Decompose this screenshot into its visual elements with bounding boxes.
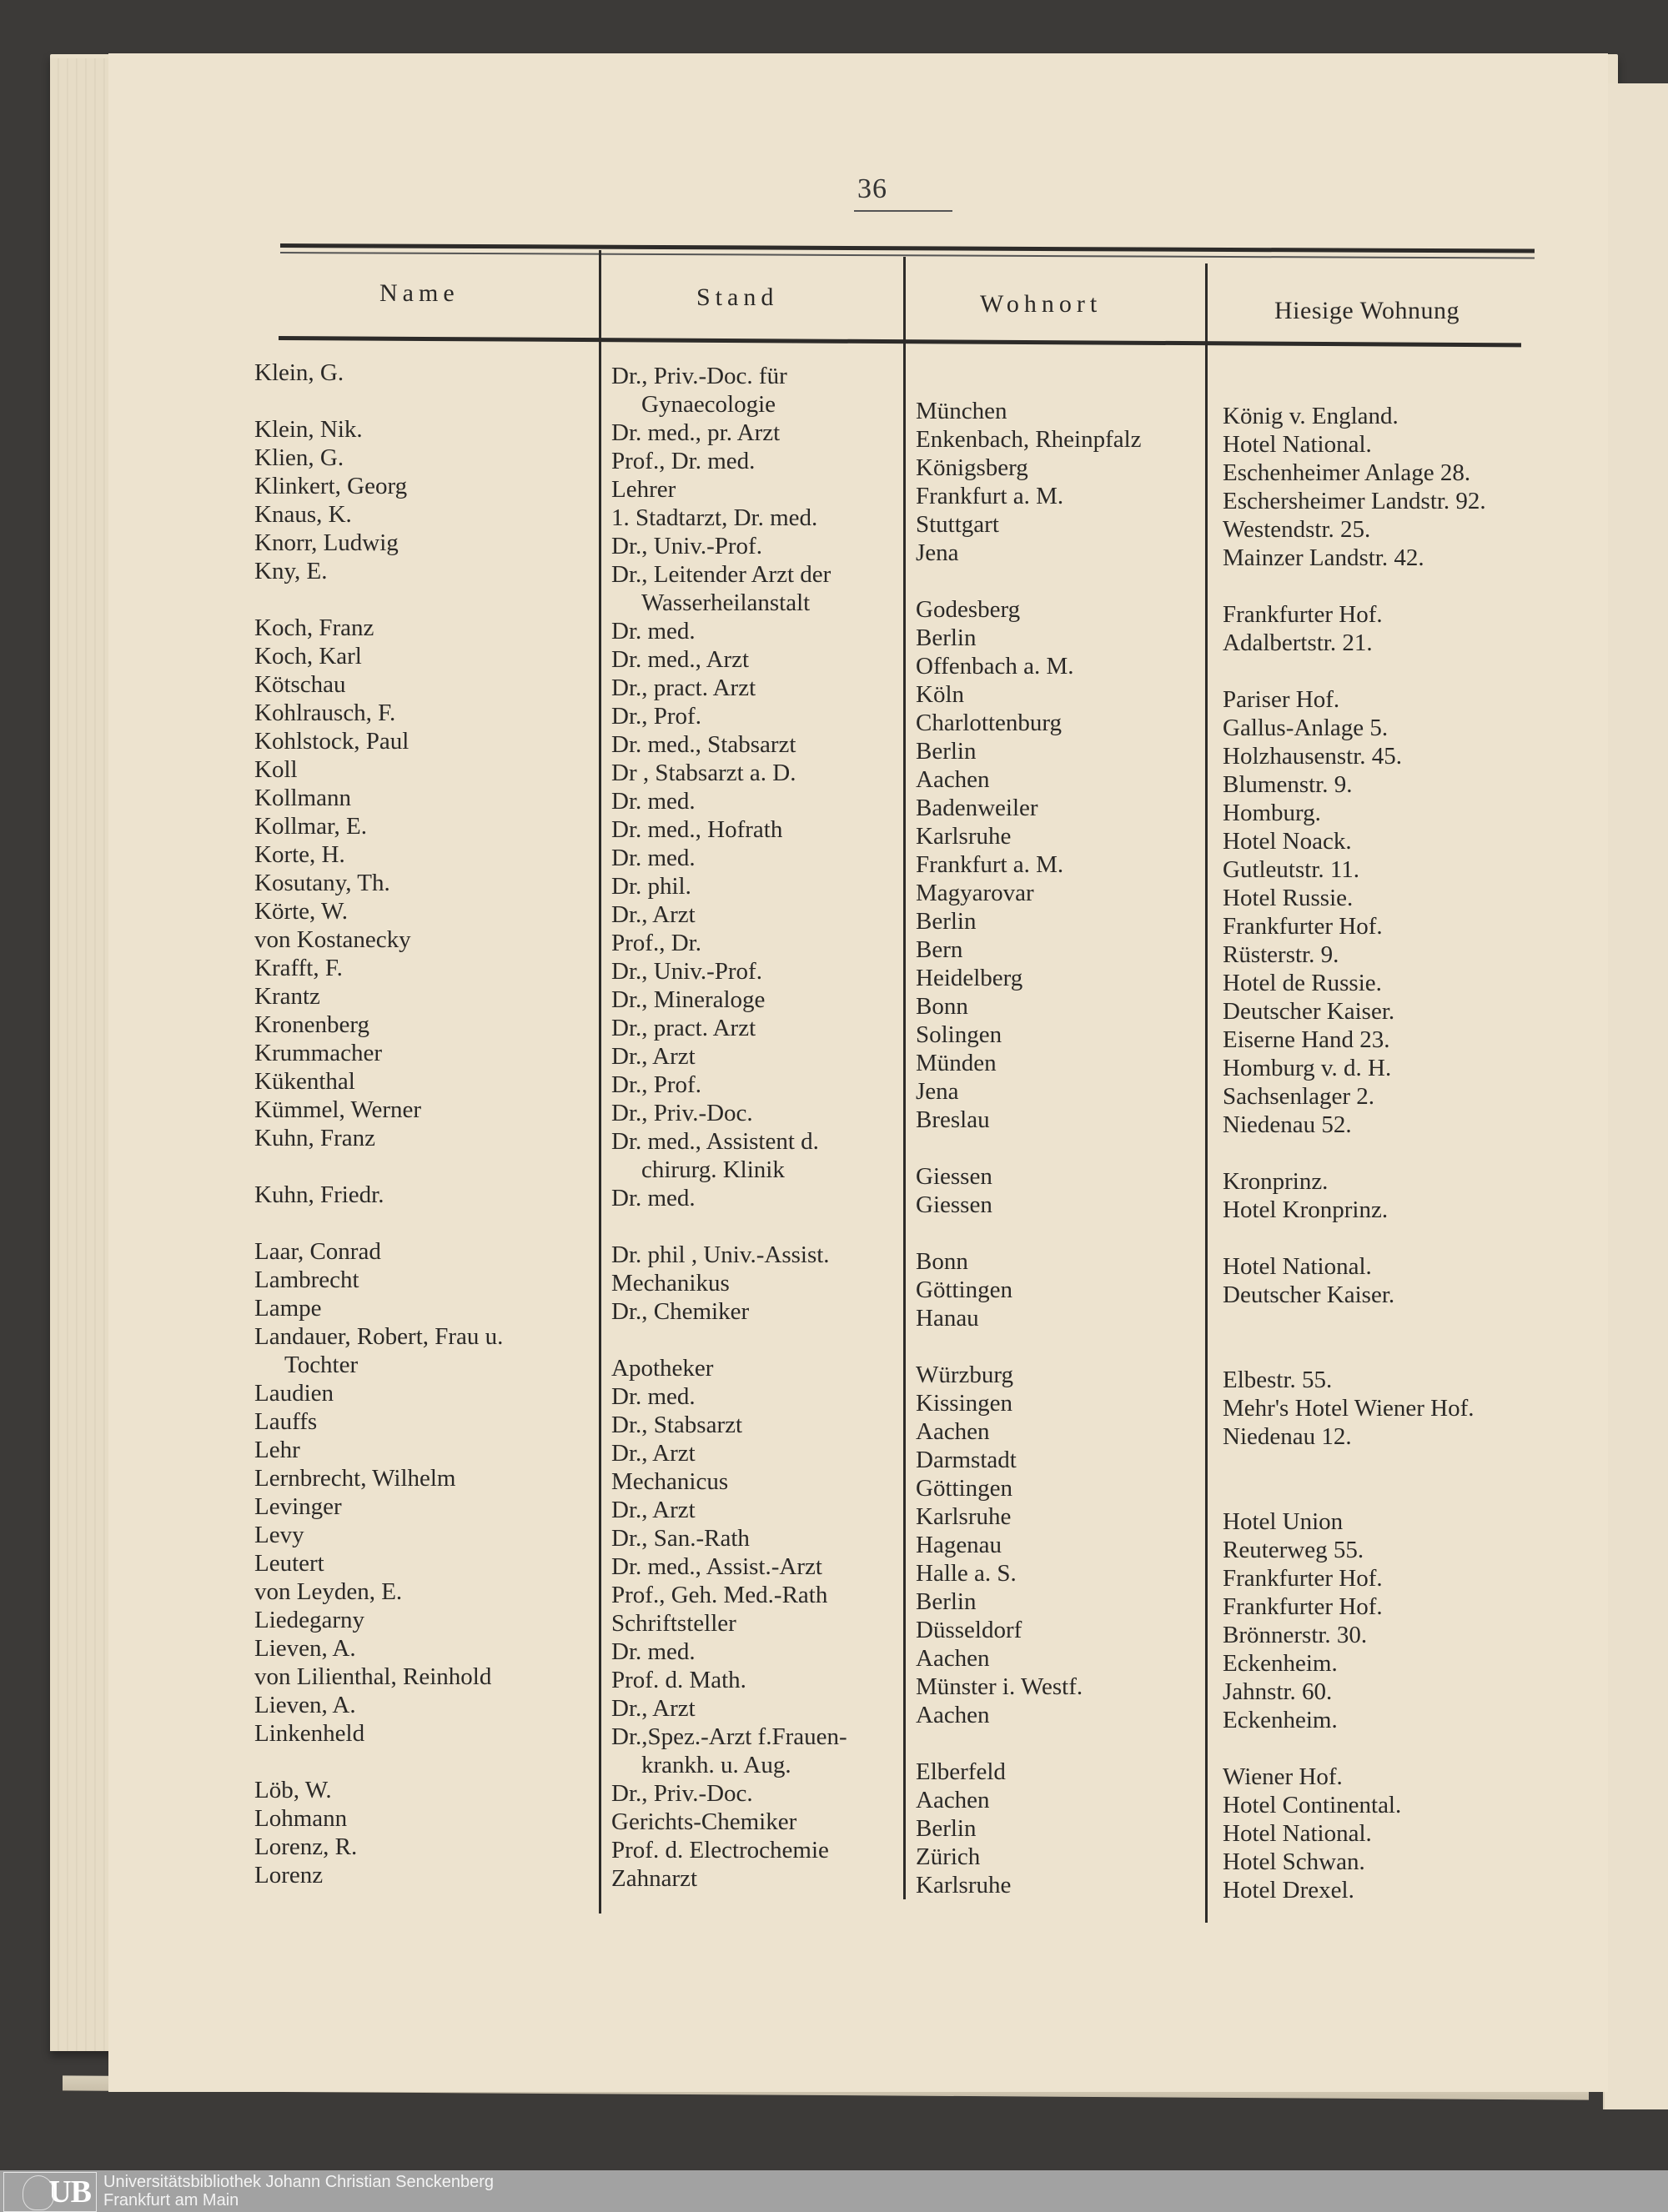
table-cell-line: Niedenau 52. (1223, 1111, 1352, 1138)
table-cell-line: Karlsruhe (916, 1503, 1012, 1530)
table-cell-line: Dr., Arzt (611, 1043, 696, 1070)
table-cell-line: Frankfurter Hof. (1223, 913, 1383, 940)
table-cell-line: Koll (254, 756, 298, 783)
table-cell-line: Göttingen (916, 1277, 1012, 1303)
table-cell-line: Apotheker (611, 1355, 714, 1382)
table-cell-line: Bern (916, 936, 963, 963)
table-cell-line: Heidelberg (916, 965, 1023, 991)
table-cell-line: Dr. med. (611, 1185, 696, 1211)
table-cell-line: Lorenz, R. (254, 1833, 358, 1860)
table-cell-line: Lambrecht (254, 1267, 359, 1293)
table-cell-line: Koch, Franz (254, 614, 374, 641)
table-cell-line: Reuterweg 55. (1223, 1537, 1364, 1563)
table-cell-line: Prof., Geh. Med.-Rath (611, 1582, 828, 1608)
column-stand (611, 362, 847, 1893)
table-cell-line: Frankfurt a. M. (916, 851, 1064, 878)
table-cell-line: Linkenheld (254, 1720, 365, 1747)
table-cell-line: Kuhn, Franz (254, 1125, 375, 1151)
table-cell-line: Hanau (916, 1305, 979, 1332)
table-cell-line: Aachen (916, 1787, 990, 1813)
table-cell-line: Berlin (916, 738, 977, 765)
table-cell-line: Karlsruhe (916, 1872, 1012, 1899)
table-cell-line: Liedegarny (254, 1607, 365, 1633)
table-cell-line: Levy (254, 1522, 304, 1548)
table-cell-line: 1. Stadtarzt, Dr. med. (611, 504, 818, 531)
table-cell-line: Hotel National. (1223, 431, 1372, 458)
table-cell-line: von Leyden, E. (254, 1578, 403, 1605)
table-cell-line: Sachsenlager 2. (1223, 1083, 1374, 1110)
table-cell-line: Krafft, F. (254, 955, 343, 981)
table-cell-line: Hotel National. (1223, 1253, 1372, 1280)
table-cell-line: Badenweiler (916, 795, 1038, 821)
table-cell-line (254, 1748, 503, 1776)
table-cell-line: Frankfurt a. M. (916, 483, 1064, 509)
table-cell-line: Hotel Continental. (1223, 1792, 1402, 1818)
table-cell-line: Eiserne Hand 23. (1223, 1026, 1390, 1053)
table-cell-line: Giessen (916, 1163, 992, 1190)
table-cell-line: Frankfurter Hof. (1223, 601, 1383, 628)
table-cell-line: Kronenberg (254, 1011, 369, 1038)
table-cell-line: Bonn (916, 993, 968, 1020)
table-cell-line: Pariser Hof. (1223, 686, 1340, 713)
table-cell-line: Dr., Univ.-Prof. (611, 533, 762, 559)
table-cell-line: Jahnstr. 60. (1223, 1678, 1333, 1705)
table-cell-line: Königsberg (916, 454, 1028, 481)
table-cell-line: Kollmar, E. (254, 813, 367, 840)
table-cell-line: Kollmann (254, 785, 351, 811)
table-cell-line: Kümmel, Werner (254, 1096, 422, 1123)
library-footer-banner (0, 2170, 1668, 2212)
table-cell-line: Knorr, Ludwig (254, 529, 399, 556)
table-cell-line: Dr. phil. (611, 873, 691, 900)
table-cell-line: Aachen (916, 1645, 990, 1672)
table-cell-line: Aachen (916, 1702, 990, 1728)
table-cell-line: Niedenau 12. (1223, 1423, 1352, 1450)
table-cell-line: Dr., Arzt (611, 1497, 696, 1523)
table-cell-line: Mechanikus (611, 1270, 730, 1297)
table-cell-line (1223, 1451, 1486, 1479)
page-number: 36 (857, 173, 887, 204)
table-cell-line: König v. England. (1223, 403, 1399, 429)
table-cell-line: Prof. d. Electrochemie (611, 1837, 829, 1863)
table-cell-line (611, 1212, 847, 1241)
page-number-rule (854, 210, 952, 212)
table-cell-line: Köln (916, 681, 964, 708)
table-cell-line: Gerichts-Chemiker (611, 1808, 797, 1835)
column-divider-2 (903, 257, 906, 1899)
table-cell-line: Lehr (254, 1437, 300, 1463)
table-cell-line (254, 387, 503, 415)
table-cell-line (611, 1326, 847, 1354)
column-hiesige-wohnung (1223, 402, 1486, 1904)
portrait-icon (23, 2175, 54, 2210)
table-cell-line: Dr., Leitender Arzt der (611, 561, 831, 588)
table-cell-line: Godesberg (916, 596, 1021, 623)
table-cell-line (1223, 1224, 1486, 1252)
table-cell-line: Dr., pract. Arzt (611, 1015, 756, 1041)
table-cell-line: Dr., Priv.-Doc. (611, 1780, 753, 1807)
table-cell-line: Dr. med. (611, 788, 696, 815)
table-cell-line: Gynaecologie (641, 391, 776, 418)
table-cell-line: Breslau (916, 1106, 990, 1133)
table-cell-line (1223, 1479, 1486, 1507)
table-cell-line: Lampe (254, 1295, 322, 1322)
table-cell-line (1223, 1139, 1486, 1167)
library-name: Universitätsbibliothek Johann Christian Senckenberg (103, 2173, 495, 2191)
table-cell-line: Kissingen (916, 1390, 1012, 1417)
table-cell-line (916, 1219, 1142, 1247)
table-cell-line: Laar, Conrad (254, 1238, 381, 1265)
table-cell-line: Dr. med., pr. Arzt (611, 419, 781, 446)
table-cell-line: Blumenstr. 9. (1223, 771, 1353, 798)
table-cell-line: Kohlstock, Paul (254, 728, 409, 755)
table-cell-line: Löb, W. (254, 1777, 332, 1803)
table-cell-line: München (916, 398, 1007, 424)
table-cell-line: Dr., Prof. (611, 1071, 701, 1098)
table-cell-line (916, 1332, 1142, 1361)
table-cell-line: Deutscher Kaiser. (1223, 1282, 1395, 1308)
table-cell-line: Eckenheim. (1223, 1650, 1338, 1677)
header-wohnort: Wohnort (980, 290, 1103, 318)
table-cell-line: Holzhausenstr. 45. (1223, 743, 1403, 770)
table-cell-line: Homburg v. d. H. (1223, 1055, 1392, 1081)
table-cell-line: Brönnerstr. 30. (1223, 1622, 1368, 1648)
table-cell-line: Lauffs (254, 1408, 318, 1435)
table-cell-line: Dr., Arzt (611, 901, 696, 928)
table-cell-line: Knaus, K. (254, 501, 352, 528)
table-cell-line: Prof. d. Math. (611, 1667, 746, 1693)
table-cell-line: Frankfurter Hof. (1223, 1593, 1383, 1620)
table-cell-line (1223, 572, 1486, 600)
table-cell-line: Bonn (916, 1248, 968, 1275)
table-cell-line: Halle a. S. (916, 1560, 1017, 1587)
table-cell-line (1223, 1309, 1486, 1337)
table-cell-line: Düsseldorf (916, 1617, 1022, 1643)
table-cell-line: chirurg. Klinik (641, 1156, 785, 1183)
table-cell-line: Wasserheilanstalt (641, 589, 811, 616)
table-cell-line: Hotel Kronprinz. (1223, 1196, 1389, 1223)
table-cell-line: Hotel Union (1223, 1508, 1344, 1535)
table-cell-line: krankh. u. Aug. (641, 1752, 791, 1778)
column-name (254, 359, 503, 1889)
table-cell-line: Kosutany, Th. (254, 870, 390, 896)
table-cell-line: Hotel Schwan. (1223, 1848, 1365, 1875)
table-cell-line: Schriftsteller (611, 1610, 736, 1637)
table-cell-line: Adalbertstr. 21. (1223, 629, 1373, 656)
table-cell-line: Dr., Arzt (611, 1440, 696, 1467)
table-cell-line: Tochter (284, 1352, 359, 1378)
table-cell-line: Hotel National. (1223, 1820, 1372, 1847)
table-cell-line: Dr , Stabsarzt a. D. (611, 760, 796, 786)
column-divider-3 (1205, 263, 1208, 1923)
table-cell-line: Homburg. (1223, 800, 1321, 826)
library-logo (3, 2172, 97, 2212)
table-cell-line: Dr.,Spez.-Arzt f.Frauen- (611, 1723, 847, 1750)
table-cell-line: Berlin (916, 908, 977, 935)
table-cell-line: Klein, Nik. (254, 416, 363, 443)
table-cell-line: Dr. med. (611, 1638, 696, 1665)
table-cell-line: Lohmann (254, 1805, 348, 1832)
table-cell-line: Dr., Stabsarzt (611, 1412, 743, 1438)
table-cell-line: Göttingen (916, 1475, 1012, 1502)
table-cell-line: Kuhn, Friedr. (254, 1181, 384, 1208)
table-cell-line (1223, 1734, 1486, 1763)
table-cell-line: Levinger (254, 1493, 342, 1520)
table-cell-line: Mechanicus (611, 1468, 729, 1495)
table-cell-line: Landauer, Robert, Frau u. (254, 1323, 504, 1350)
table-cell-line: Darmstadt (916, 1447, 1017, 1473)
table-cell-line (1223, 657, 1486, 685)
table-cell-line: Dr., San.-Rath (611, 1525, 750, 1552)
table-cell-line (916, 1729, 1142, 1758)
table-cell-line: Elberfeld (916, 1758, 1006, 1785)
table-cell-line (1223, 1337, 1486, 1366)
table-cell-line: Dr., Arzt (611, 1695, 696, 1722)
table-cell-line: Dr. med. (611, 618, 696, 645)
table-cell-line: Frankfurter Hof. (1223, 1565, 1383, 1592)
header-name: Name (379, 279, 460, 307)
table-cell-line: Kohlrausch, F. (254, 700, 396, 726)
table-cell-line: Dr. med., Hofrath (611, 816, 783, 843)
table-cell-line: Dr. med., Arzt (611, 646, 750, 673)
table-cell-line: Hotel Noack. (1223, 828, 1352, 855)
table-cell-line: Dr. med. (611, 845, 696, 871)
table-cell-line: Klinkert, Georg (254, 473, 408, 499)
table-cell-line: Dr., Chemiker (611, 1298, 750, 1325)
table-cell-line: Hotel de Russie. (1223, 970, 1382, 996)
table-cell-line: Körte, W. (254, 898, 348, 925)
table-cell-line: Leutert (254, 1550, 324, 1577)
table-cell-line: Koch, Karl (254, 643, 362, 670)
table-cell-line: Wiener Hof. (1223, 1763, 1343, 1790)
table-cell-line: Berlin (916, 1815, 977, 1842)
header-stand: Stand (696, 283, 779, 311)
table-cell-line: Lieven, A. (254, 1635, 356, 1662)
table-cell-line: Jena (916, 1078, 959, 1105)
table-cell-line: Münden (916, 1050, 997, 1076)
table-cell-line: Dr. med., Assist.-Arzt (611, 1553, 822, 1580)
table-cell-line: Zahnarzt (611, 1865, 698, 1892)
table-cell-line (254, 1209, 503, 1237)
table-cell-line (916, 1134, 1142, 1162)
table-cell-line: Gallus-Anlage 5. (1223, 715, 1389, 741)
table-cell-line: Prof., Dr. med. (611, 448, 756, 474)
table-cell-line (254, 585, 503, 614)
table-cell-line: Zürich (916, 1843, 981, 1870)
table-cell-line: Lernbrecht, Wilhelm (254, 1465, 456, 1492)
table-cell-line: Charlottenburg (916, 710, 1063, 736)
library-location: Frankfurt am Main (103, 2191, 239, 2209)
table-cell-line: Dr. med., Assistent d. (611, 1128, 819, 1155)
table-cell-line: Lieven, A. (254, 1692, 356, 1718)
table-cell-line: Offenbach a. M. (916, 653, 1074, 680)
table-cell-line: von Kostanecky (254, 926, 411, 953)
page-stack-edge (50, 58, 108, 2051)
table-cell-line: Berlin (916, 1588, 977, 1615)
table-cell-line: Kny, E. (254, 558, 328, 584)
facing-page-edge (1603, 83, 1668, 2109)
table-cell-line: Dr. phil , Univ.-Assist. (611, 1241, 830, 1268)
table-cell-line: Karlsruhe (916, 823, 1012, 850)
table-cell-line: Elbestr. 55. (1223, 1367, 1333, 1393)
table-cell-line: Enkenbach, Rheinpfalz (916, 426, 1142, 453)
table-cell-line: Dr., Priv.-Doc. für (611, 363, 787, 389)
table-cell-line: Hotel Drexel. (1223, 1877, 1354, 1904)
table-cell-line: Giessen (916, 1191, 992, 1218)
table-cell-line: Kükenthal (254, 1068, 355, 1095)
table-cell-line: Laudien (254, 1380, 334, 1407)
table-cell-line: Münster i. Westf. (916, 1673, 1083, 1700)
table-cell-line: Kötschau (254, 671, 346, 698)
table-cell-line: Hotel Russie. (1223, 885, 1354, 911)
table-cell-line (254, 1152, 503, 1181)
table-cell-line: Dr., Mineraloge (611, 986, 766, 1013)
table-cell-line: Würzburg (916, 1362, 1014, 1388)
table-cell-line: Dr. med. (611, 1383, 696, 1410)
table-cell-line: Dr., Priv.-Doc. (611, 1100, 753, 1126)
table-cell-line: Mehr's Hotel Wiener Hof. (1223, 1395, 1475, 1422)
table-cell-line: Eckenheim. (1223, 1707, 1338, 1733)
table-cell-line: Kronprinz. (1223, 1168, 1329, 1195)
table-cell-line: Hagenau (916, 1532, 1002, 1558)
table-cell-line: Dr., Prof. (611, 703, 701, 730)
table-cell-line: Stuttgart (916, 511, 999, 538)
table-cell-line: Eschersheimer Landstr. 92. (1223, 488, 1486, 514)
table-cell-line: Rüsterstr. 9. (1223, 941, 1339, 968)
table-cell-line: Jena (916, 539, 959, 566)
table-cell-line: Aachen (916, 766, 990, 793)
table-cell-line: Gutleutstr. 11. (1223, 856, 1360, 883)
table-cell-line: Dr., pract. Arzt (611, 675, 756, 701)
table-cell-line (916, 567, 1142, 595)
table-cell-line: Korte, H. (254, 841, 345, 868)
table-cell-line: Dr. med., Stabsarzt (611, 731, 796, 758)
table-cell-line: Krantz (254, 983, 320, 1010)
table-cell-line: Magyarovar (916, 880, 1034, 906)
table-cell-line: Solingen (916, 1021, 1002, 1048)
column-divider-1 (599, 250, 601, 1914)
header-hiesige-wohnung: Hiesige Wohnung (1274, 297, 1460, 324)
table-cell-line: Dr., Univ.-Prof. (611, 958, 762, 985)
table-cell-line: Lehrer (611, 476, 676, 503)
logo-text: UB (48, 2174, 91, 2209)
table-cell-line: Krummacher (254, 1040, 382, 1066)
column-wohnort (916, 397, 1142, 1899)
table-cell-line: Klien, G. (254, 444, 344, 471)
table-cell-line: Berlin (916, 624, 977, 651)
table-cell-line: Klein, G. (254, 359, 344, 386)
table-cell-line: Prof., Dr. (611, 930, 701, 956)
table-cell-line: von Lilienthal, Reinhold (254, 1663, 492, 1690)
table-cell-line: Eschenheimer Anlage 28. (1223, 459, 1471, 486)
table-cell-line: Westendstr. 25. (1223, 516, 1371, 543)
table-cell-line: Deutscher Kaiser. (1223, 998, 1395, 1025)
table-cell-line: Mainzer Landstr. 42. (1223, 544, 1424, 571)
table-cell-line: Lorenz (254, 1862, 324, 1888)
table-cell-line: Aachen (916, 1418, 990, 1445)
